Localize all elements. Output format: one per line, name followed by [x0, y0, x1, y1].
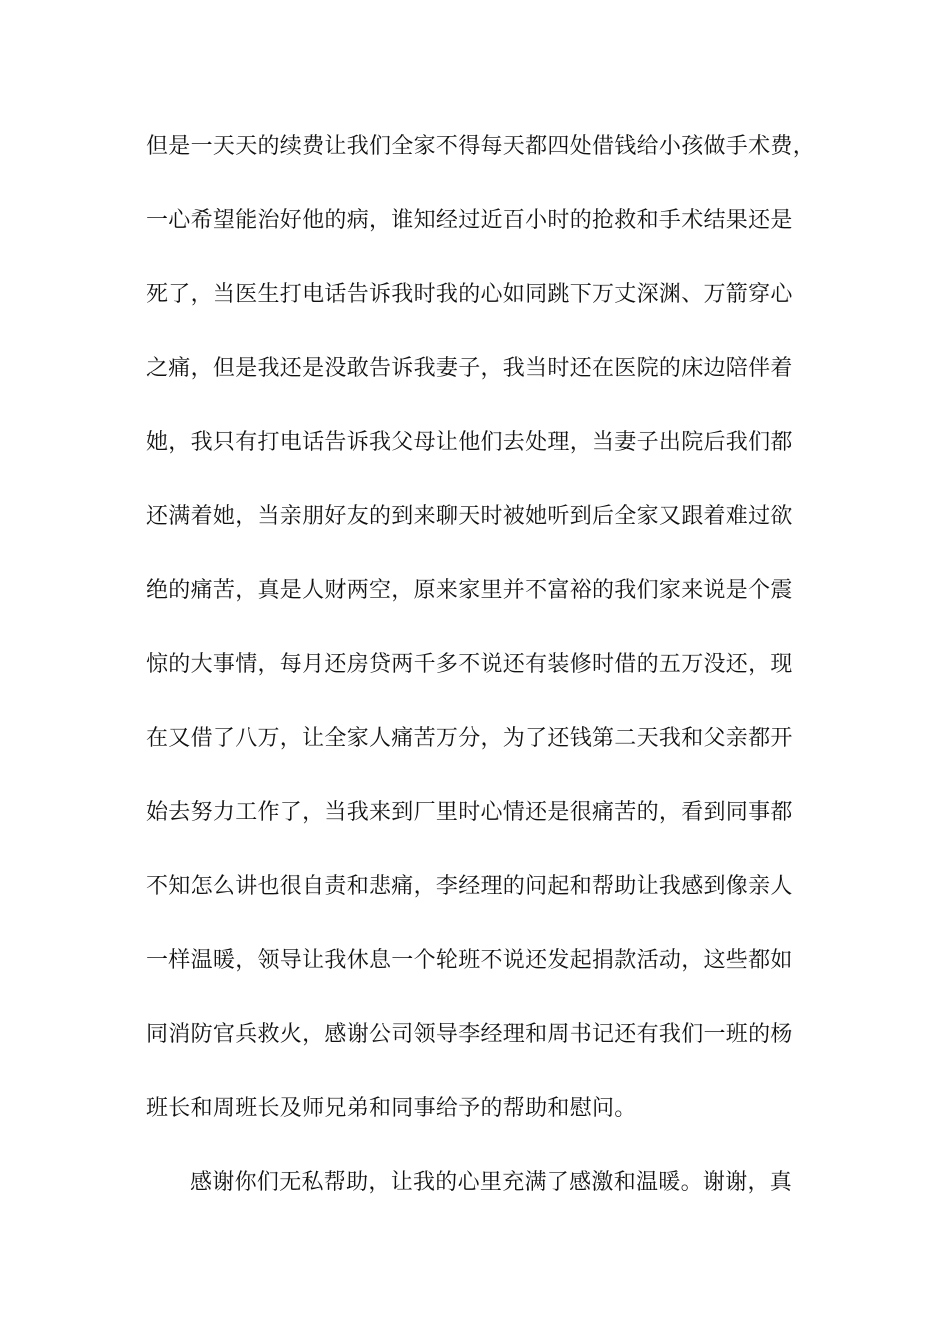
text-line-5: 她，我只有打电话告诉我父母让他们去处理，当妻子出院后我们都: [146, 430, 793, 455]
document-body: [146, 134, 816, 1246]
text-line-11: 不知怎么讲也很自责和悲痛，李经理的问起和帮助让我感到像亲人: [146, 874, 793, 899]
text-line-15: 感谢你们无私帮助，让我的心里充满了感激和温暖。谢谢，真: [190, 1170, 793, 1195]
text-line-3: 死了，当医生打电话告诉我时我的心如同跳下万丈深渊、万箭穿心: [146, 282, 793, 307]
text-line-14: 班长和周班长及师兄弟和同事给予的帮助和慰问。: [146, 1096, 637, 1121]
text-line-2: 一心希望能治好他的病，谁知经过近百小时的抢救和手术结果还是: [146, 208, 793, 233]
text-line-7: 绝的痛苦，真是人财两空，原来家里并不富裕的我们家来说是个震: [146, 578, 793, 603]
text-line-9: 在又借了八万，让全家人痛苦万分，为了还钱第二天我和父亲都开: [146, 726, 793, 751]
text-line-10: 始去努力工作了，当我来到厂里时心情还是很痛苦的，看到同事都: [146, 800, 793, 825]
text-line-1: 但是一天天的续费让我们全家不得每天都四处借钱给小孩做手术费，: [146, 134, 816, 159]
text-line-6: 还满着她，当亲朋好友的到来聊天时被她听到后全家又跟着难过欲: [146, 504, 793, 529]
text-line-13: 同消防官兵救火，感谢公司领导李经理和周书记还有我们一班的杨: [146, 1022, 793, 1047]
text-line-8: 惊的大事情，每月还房贷两千多不说还有装修时借的五万没还，现: [146, 652, 793, 677]
text-line-4: 之痛，但是我还是没敢告诉我妻子，我当时还在医院的床边陪伴着: [146, 356, 793, 381]
text-line-12: 一样温暖，领导让我休息一个轮班不说还发起捐款活动，这些都如: [146, 948, 793, 973]
